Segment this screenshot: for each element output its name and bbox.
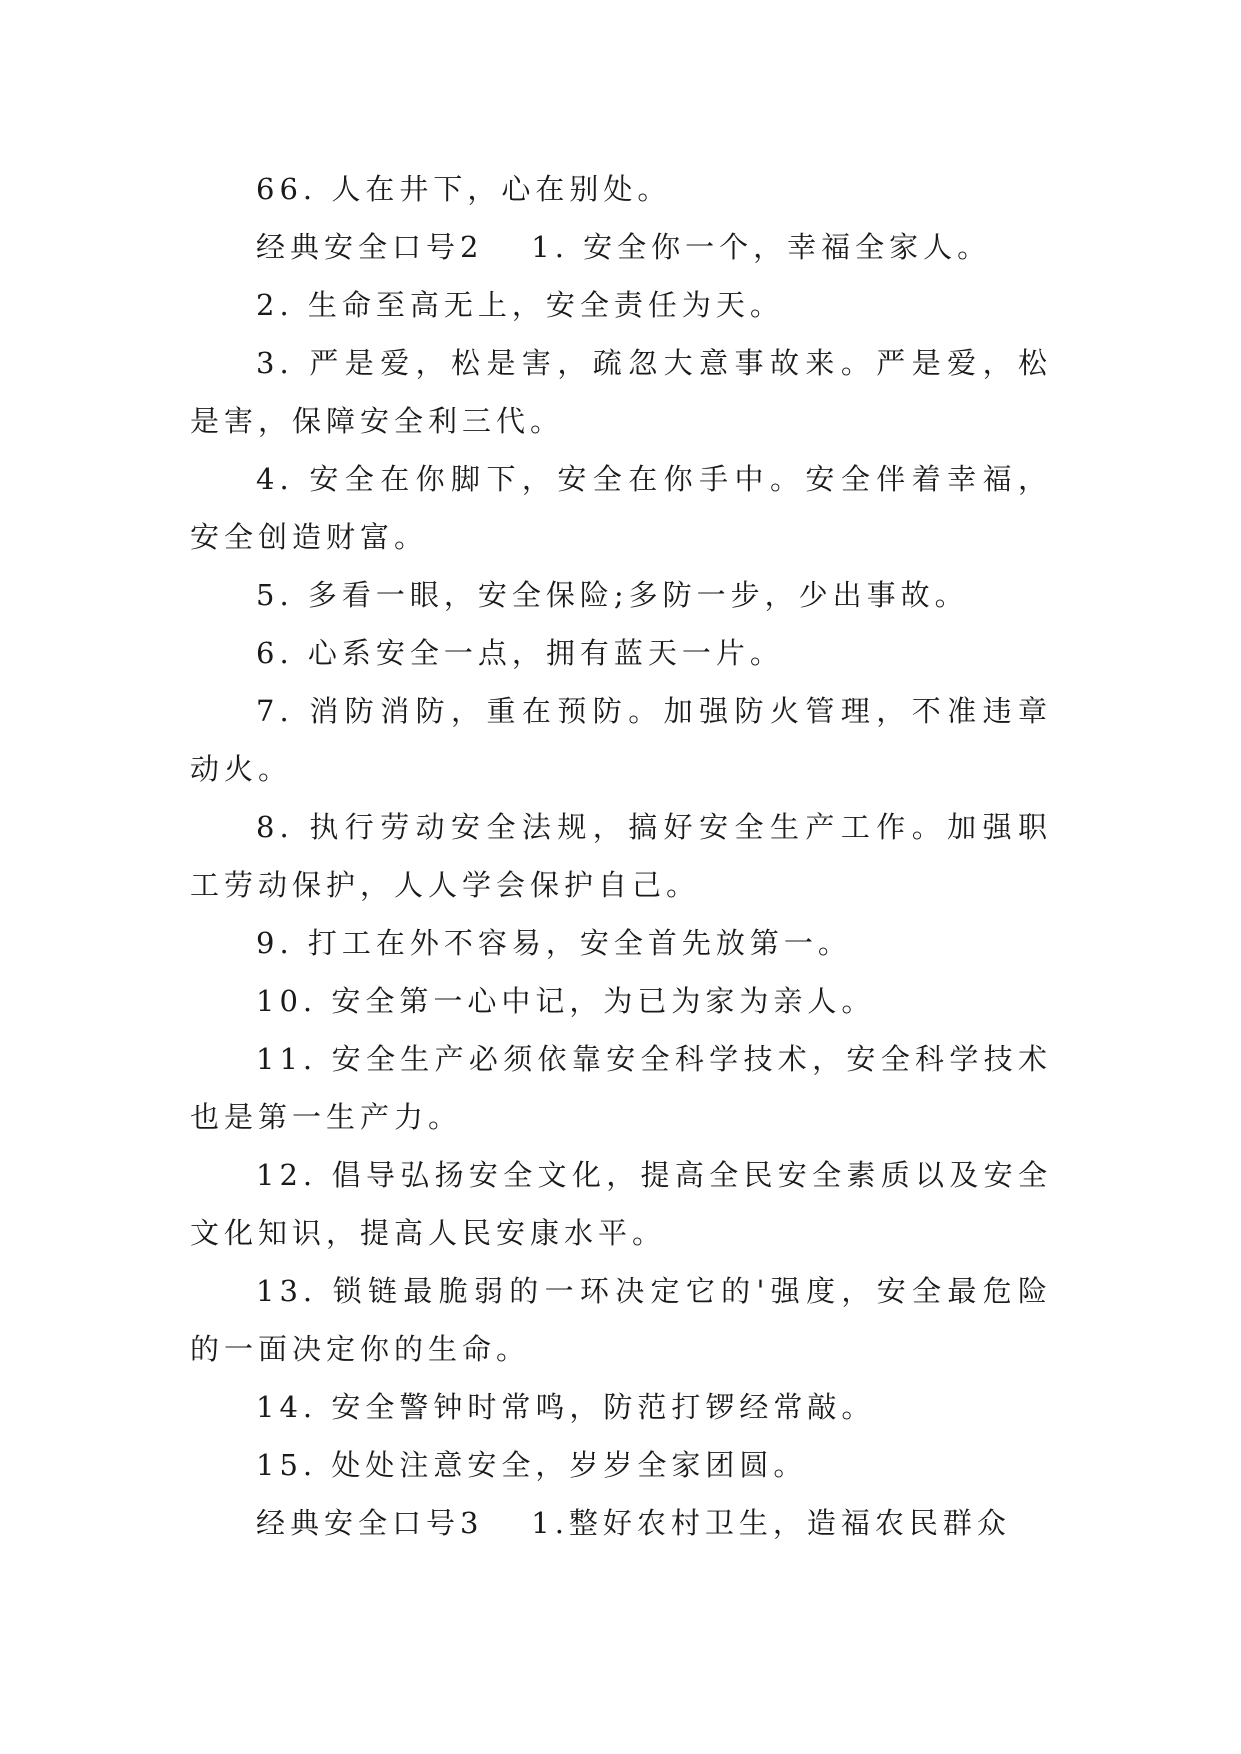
paragraph: 66. 人在井下，心在别处。: [256, 172, 672, 206]
document-body: [190, 160, 1052, 1552]
paragraph: 4. 安全在你脚下，安全在你手中。安全伴着幸福，安全创造财富。: [190, 462, 1052, 554]
paragraph: 9. 打工在外不容易，安全首先放第一。: [256, 926, 852, 960]
paragraph: 3. 严是爱，松是害，疏忽大意事故来。严是爱，松是害，保障安全利三代。: [190, 346, 1052, 438]
paragraph: 2. 生命至高无上，安全责任为天。: [256, 288, 784, 322]
paragraph: 5. 多看一眼，安全保险;多防一步，少出事故。: [256, 578, 969, 612]
paragraph: 11. 安全生产必须依靠安全科学技术，安全科学技术也是第一生产力。: [190, 1042, 1052, 1134]
paragraph: 8. 执行劳动安全法规，搞好安全生产工作。加强职工劳动保护，人人学会保护自己。: [190, 810, 1052, 902]
paragraph: 13. 锁链最脆弱的一环决定它的'强度，安全最危险的一面决定你的生命。: [190, 1274, 1052, 1366]
paragraph: 6. 心系安全一点，拥有蓝天一片。: [256, 636, 784, 670]
paragraph: 7. 消防消防，重在预防。加强防火管理，不准违章动火。: [190, 694, 1052, 786]
paragraph: 12. 倡导弘扬安全文化，提高全民安全素质以及安全文化知识，提高人民安康水平。: [190, 1158, 1052, 1250]
paragraph: 14. 安全警钟时常鸣，防范打锣经常敲。: [256, 1390, 876, 1424]
section-heading-paragraph: 经典安全口号3 1.整好农村卫生，造福农民群众: [256, 1506, 1011, 1540]
paragraph: 15. 处处注意安全，岁岁全家团圆。: [256, 1448, 808, 1482]
section-heading-paragraph: 经典安全口号2 1. 安全你一个，幸福全家人。: [256, 230, 992, 264]
paragraph: 10. 安全第一心中记，为已为家为亲人。: [256, 984, 876, 1018]
